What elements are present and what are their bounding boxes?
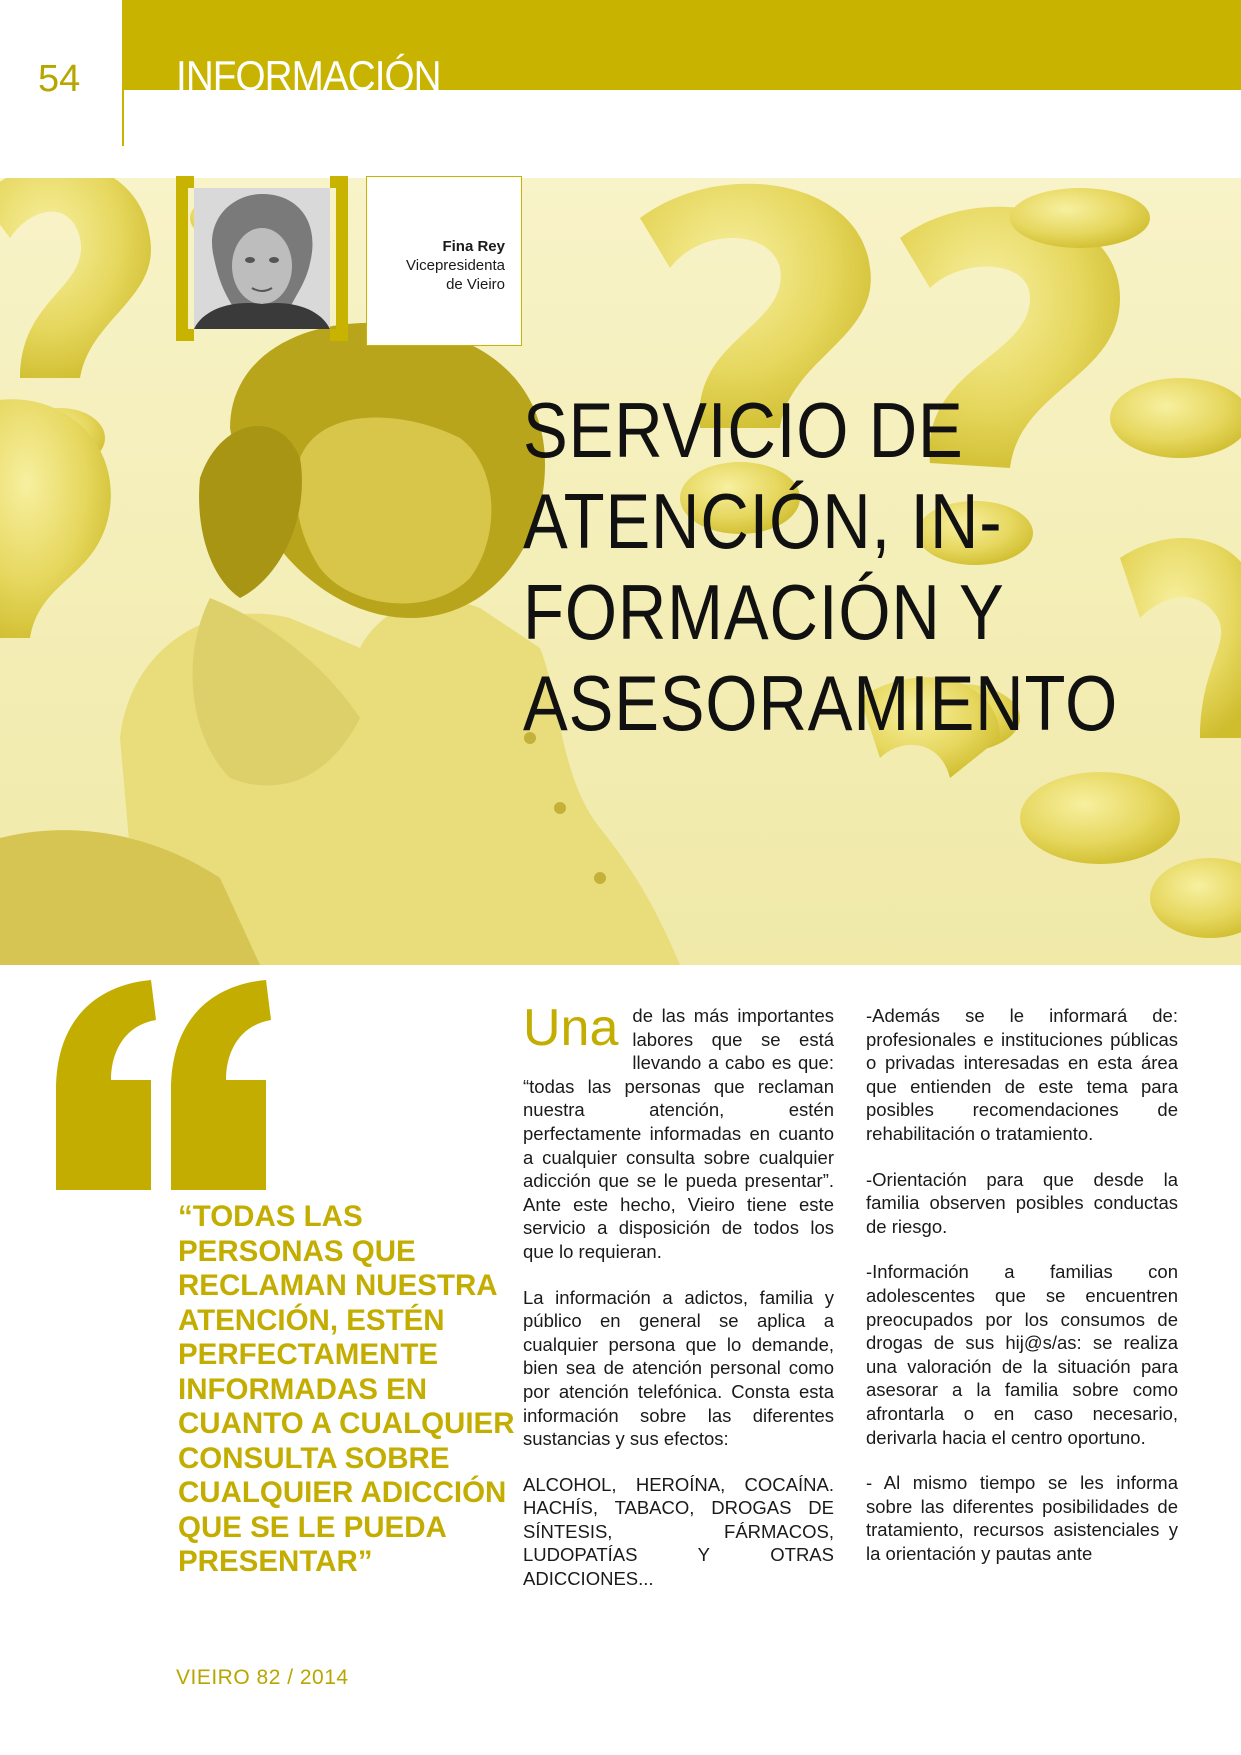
headline-line: FORMACIÓN Y — [523, 568, 1005, 656]
bracket-right — [330, 176, 348, 341]
pullquote-line: CUANTO A CUALQUIER — [178, 1407, 515, 1440]
body-column-1 — [523, 999, 834, 1613]
quote-mark-icon — [56, 980, 276, 1190]
paragraph-text: de las más importantes labores que se está llevando a cabo es que: “todas las personas que reclaman nuestra atención, estén perfectamente informadas en cuanto a cualquier consulta sobre cualquier adicción que se le pueda presentar”. Ante este hecho, Vieiro tiene este servicio a disposición de todos los que lo requieran. — [523, 1005, 834, 1262]
headline-line: ATENCIÓN, IN- — [523, 477, 1003, 565]
pullquote-line: CUALQUIER ADICCIÓN — [178, 1476, 507, 1509]
body-paragraph: -Orientación para que desde la familia observen posibles conductas de riesgo. — [866, 1168, 1178, 1237]
pullquote — [178, 1200, 515, 1580]
bracket-left — [176, 176, 194, 341]
body-paragraph: La información a adictos, familia y público en general se aplica a cualquier persona que lo demande, bien sea de atención personal como por atención telefónica. Consta esta información sobre las diferentes sustancias y sus efectos: — [523, 1286, 834, 1450]
author-name: Fina Rey — [442, 238, 505, 255]
body-paragraph: ALCOHOL, HEROÍNA, COCAÍNA. HACHÍS, TABACO, DROGAS DE SÍNTESIS, FÁRMACOS, LUDOPATÍAS Y OTRAS ADICCIONES... — [523, 1473, 834, 1590]
pullquote-line: QUE SE LE PUEDA — [178, 1510, 447, 1544]
body-paragraph: -Información a familias con adolescentes que se encuentren preocupados por los consumos de drogas de sus hij@s/as: se realiza una valoración de la situación para asesorar a la familia sobre como afrontarla o en caso necesario, derivarla hacia el centro oportuno. — [866, 1261, 1178, 1448]
body-paragraph: - Al mismo tiempo se les informa sobre las diferentes posibilidades de tratamiento, recursos asistenciales y la orientación y pautas ante — [866, 1472, 1178, 1564]
pullquote-line: CONSULTA SOBRE — [178, 1441, 450, 1475]
section-title: INFORMACIÓN — [176, 52, 441, 99]
pullquote-line: PERSONAS QUE — [178, 1234, 416, 1268]
header-divider — [122, 0, 124, 146]
dropcap-word: Una — [523, 999, 619, 1057]
article-headline — [523, 385, 1125, 749]
pullquote-line: INFORMADAS EN — [178, 1372, 428, 1406]
author-role-line2: de Vieiro — [446, 276, 505, 293]
pullquote-line: PRESENTAR” — [178, 1545, 373, 1578]
author-portrait — [194, 188, 330, 329]
body-paragraph — [523, 999, 834, 1264]
headline-line: SERVICIO DE — [523, 386, 964, 474]
body-column-2 — [866, 1004, 1178, 1587]
pullquote-line: “TODAS LAS — [178, 1200, 363, 1233]
pullquote-line: RECLAMAN NUESTRA — [178, 1269, 498, 1302]
author-card — [366, 176, 522, 346]
page-number: 54 — [38, 58, 81, 100]
headline-line: ASESORAMIENTO — [523, 659, 1119, 747]
author-photo-frame — [176, 176, 348, 341]
pullquote-line: ATENCIÓN, ESTÉN — [178, 1303, 445, 1337]
pullquote-line: PERFECTAMENTE — [178, 1338, 439, 1371]
footer-issue: VIEIRO 82 / 2014 — [176, 1666, 349, 1689]
body-paragraph: -Además se le informará de: profesionales e instituciones públicas o privadas interesadas en esta área que entienden de este tema para posibles recomendaciones de rehabilitación o tratamiento. — [866, 1005, 1178, 1144]
author-role-line1: Vicepresidenta — [406, 257, 505, 274]
